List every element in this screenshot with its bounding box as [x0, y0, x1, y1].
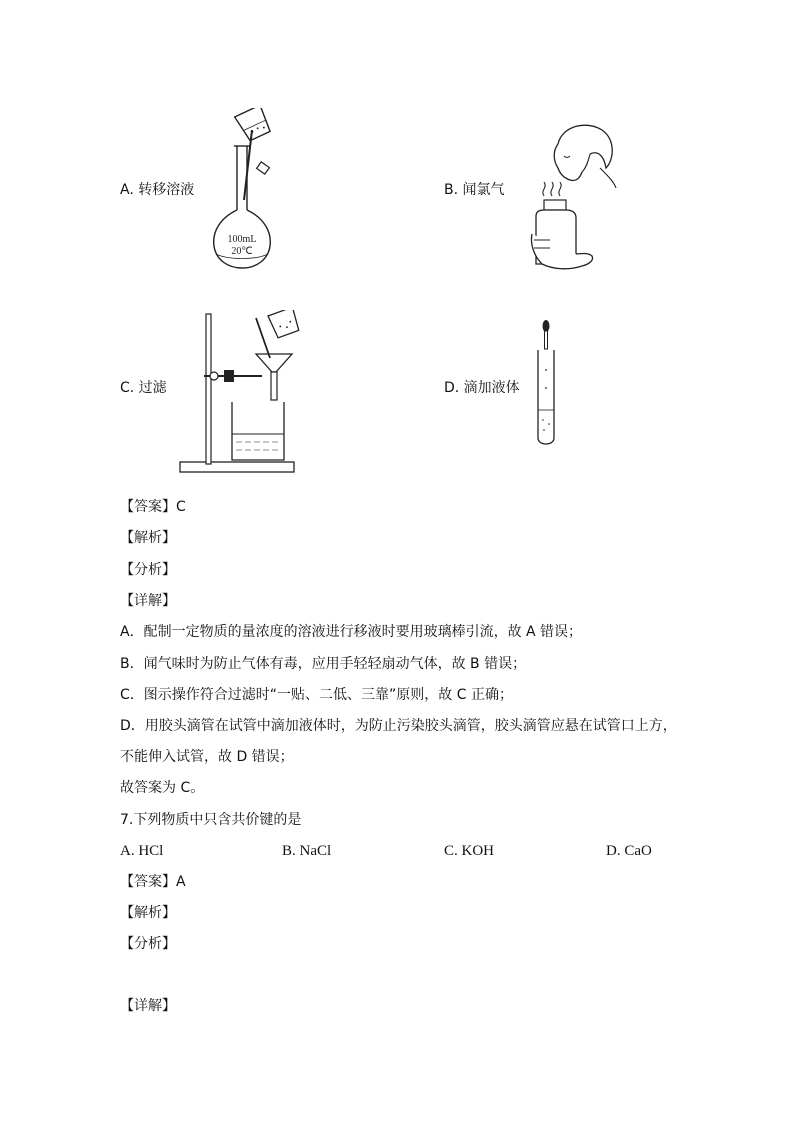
dropper-test-tube-figure: [534, 318, 558, 450]
answer-7: 【答案】A: [120, 874, 186, 890]
option-b-label: B. 闻氯气: [444, 182, 505, 198]
question-7-option-c: C. KOH: [444, 843, 495, 859]
detail-heading-6: 【详解】: [120, 593, 176, 609]
flask-volume-label: 100mL: [227, 234, 257, 245]
question-7-option-d: D. CaO: [606, 843, 652, 859]
explanation-a: A．配制一定物质的量浓度的溶液进行移液时要用玻璃棒引流，故 A 错误；: [120, 624, 583, 640]
explanation-b: B．闻气味时为防止气体有毒，应用手轻轻扇动气体，故 B 错误；: [120, 656, 527, 672]
smelling-gas-figure: [528, 116, 620, 276]
analysis-heading-6: 【解析】: [120, 530, 176, 546]
volumetric-flask-transfer-figure: [210, 108, 300, 276]
fenxi-heading-6: 【分析】: [120, 562, 176, 578]
answer-6: 【答案】C: [120, 499, 186, 515]
question-7-stem: 7.下列物质中只含共价键的是: [120, 812, 302, 828]
option-a-label: A. 转移溶液: [120, 182, 195, 198]
fenxi-heading-7: 【分析】: [120, 936, 176, 952]
option-c-label: C. 过滤: [120, 380, 167, 396]
explanation-d: D．用胶头滴管在试管中滴加液体时，为防止污染胶头滴管，胶头滴管应悬在试管口上方，: [120, 718, 677, 734]
question-7-option-a: A. HCl: [120, 843, 164, 859]
explanation-d-continued: 不能伸入试管，故 D 错误；: [120, 749, 294, 765]
question-7-option-b: B. NaCl: [282, 843, 332, 859]
analysis-heading-7: 【解析】: [120, 905, 176, 921]
flask-temp-label: 20℃: [231, 246, 253, 257]
option-d-label: D. 滴加液体: [444, 380, 520, 396]
filtration-apparatus-figure: [178, 310, 300, 478]
conclusion-6: 故答案为 C。: [120, 780, 205, 796]
detail-heading-7: 【详解】: [120, 998, 176, 1014]
explanation-c: C．图示操作符合过滤时“一贴、二低、三靠”原则，故 C 正确；: [120, 687, 513, 703]
